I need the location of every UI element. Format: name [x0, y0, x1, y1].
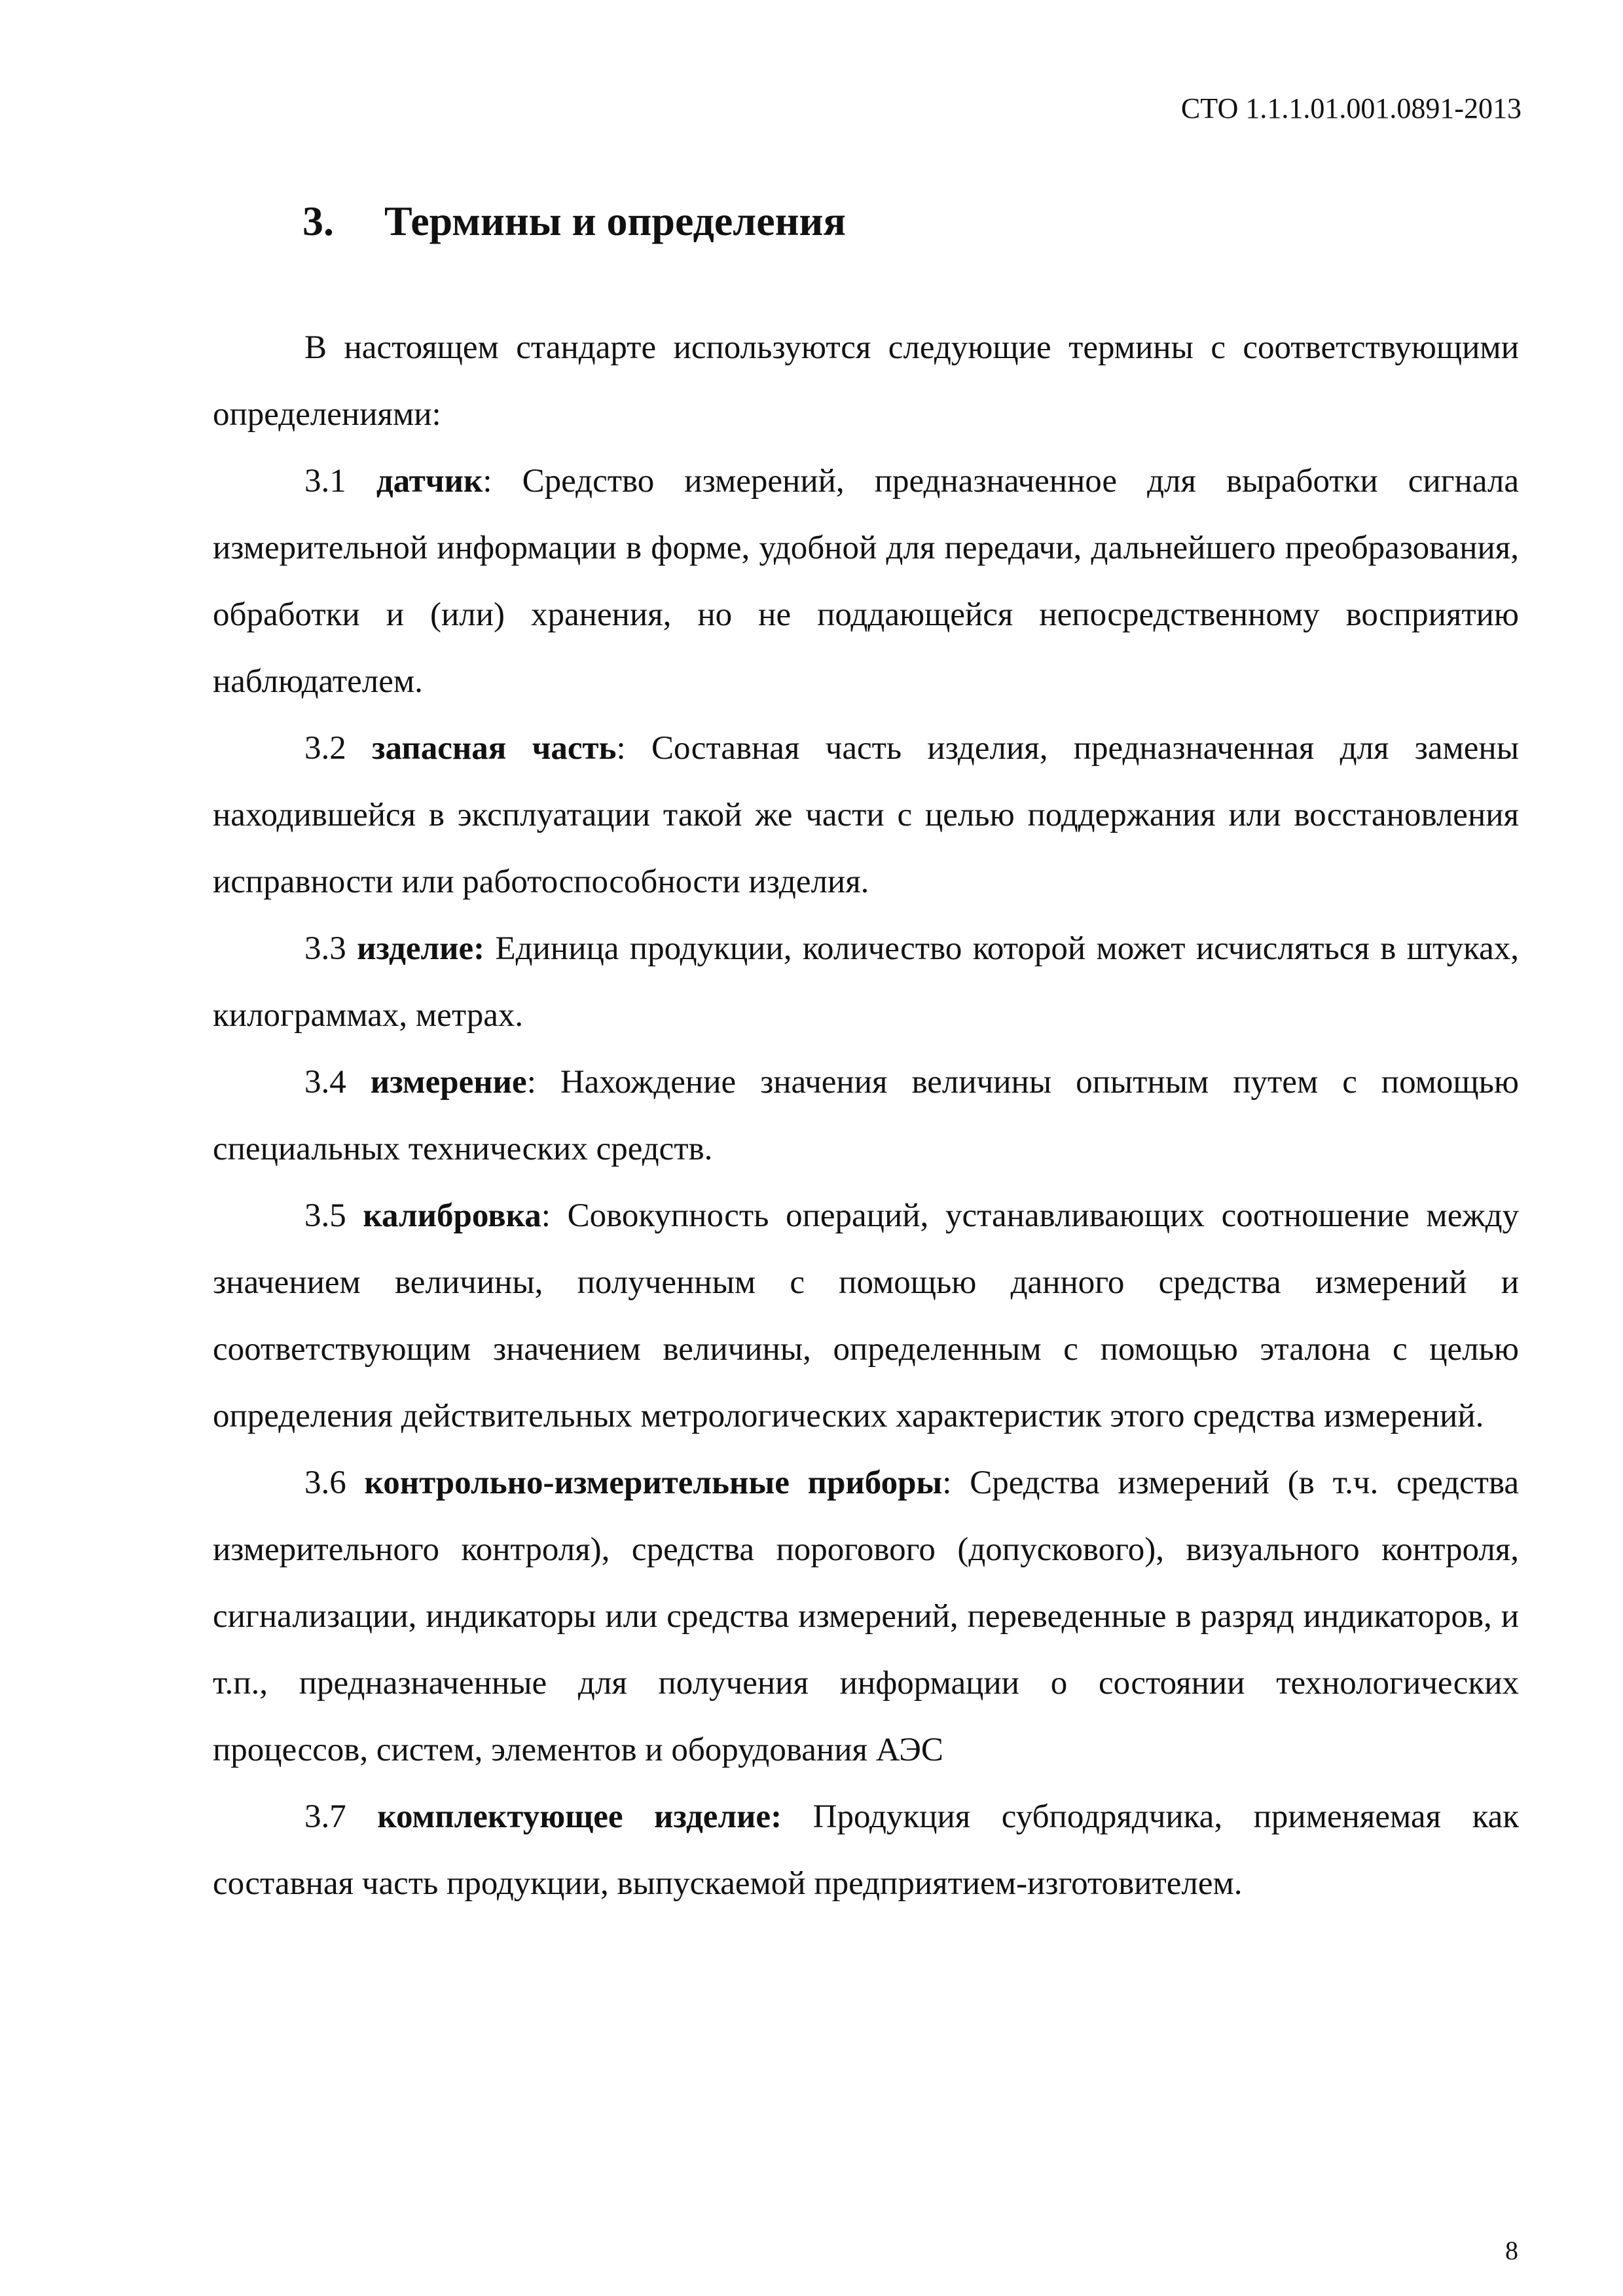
- definition-item: [213, 915, 1519, 1049]
- section-heading: [302, 195, 846, 247]
- definition-text: Нахождение значения величины опытным путем с помощью специальных технических средств.: [213, 1064, 1520, 1167]
- definition-separator: :: [526, 1064, 536, 1101]
- definition-text: Средство измерений, предназначенное для выработки сигнала измерительной информации в форме, удобной для передачи, дальнейшего преобразования, обработки и (или) хранения, но не поддающейся непосредственному восприятию наблюдателем.: [213, 463, 1520, 700]
- definition-item: [213, 448, 1519, 715]
- definition-term: запасная часть: [372, 730, 617, 767]
- definition-separator: :: [942, 1465, 952, 1501]
- definition-number: 3.3: [304, 930, 346, 967]
- definition-item: [213, 1182, 1519, 1449]
- definition-term: калибровка: [363, 1197, 541, 1234]
- definition-number: 3.5: [304, 1197, 346, 1234]
- definition-item: [213, 715, 1519, 915]
- document-code: СТО 1.1.1.01.001.0891-2013: [1180, 92, 1522, 124]
- page-number: 8: [1505, 2236, 1518, 2265]
- definition-term: датчик: [376, 463, 483, 500]
- intro-paragraph: В настоящем стандарте используются следующие термины с соответствующими определениями:: [213, 329, 1519, 433]
- definition-text: Совокупность операций, устанавливающих соотношение между значением величины, полученным с помощью данного средства измерений и соответствующим значением величины, определенным с помощью эталона с целью определения действительных метрологических характеристик этого средства измерений.: [213, 1197, 1520, 1434]
- definition-number: 3.4: [304, 1064, 346, 1101]
- definition-text: Продукция субподрядчика, применяемая как составная часть продукции, выпускаемой предприятием-изготовителем.: [213, 1798, 1519, 1902]
- definition-separator: :: [616, 730, 626, 767]
- definitions-body: [213, 314, 1519, 1917]
- definition-number: 3.6: [304, 1465, 346, 1501]
- definition-item: [213, 1049, 1519, 1182]
- definition-term: контрольно-измерительные приборы: [364, 1465, 943, 1501]
- definition-term: изделие:: [357, 930, 485, 967]
- definition-text: Средства измерений (в т.ч. средства измерительного контроля), средства порогового (допускового), визуального контроля, сигнализации, индикаторы или средства измерений, переведенные в разряд индикаторов, и т.п., предназначенные для получения информации о состоянии технологических процессов, систем, элементов и оборудования АЭС: [213, 1465, 1520, 1768]
- definition-number: 3.7: [304, 1798, 346, 1835]
- definition-separator: :: [483, 463, 492, 500]
- definition-text: Единица продукции, количество которой может исчисляться в штуках, килограммах, метрах.: [213, 930, 1519, 1034]
- definition-term: измерение: [370, 1064, 527, 1101]
- definition-number: 3.1: [304, 463, 346, 500]
- definition-item: [213, 1783, 1519, 1917]
- definition-separator: :: [541, 1197, 551, 1234]
- definition-text: Составная часть изделия, предназначенная для замены находившейся в эксплуатации такой же части с целью поддержания или восстановления исправности или работоспособности изделия.: [213, 730, 1519, 900]
- section-number: 3.: [302, 198, 334, 244]
- definition-term: комплектующее изделие:: [377, 1798, 782, 1835]
- definition-item: [213, 1449, 1519, 1783]
- section-title: Термины и определения: [384, 198, 846, 244]
- definition-number: 3.2: [304, 730, 346, 767]
